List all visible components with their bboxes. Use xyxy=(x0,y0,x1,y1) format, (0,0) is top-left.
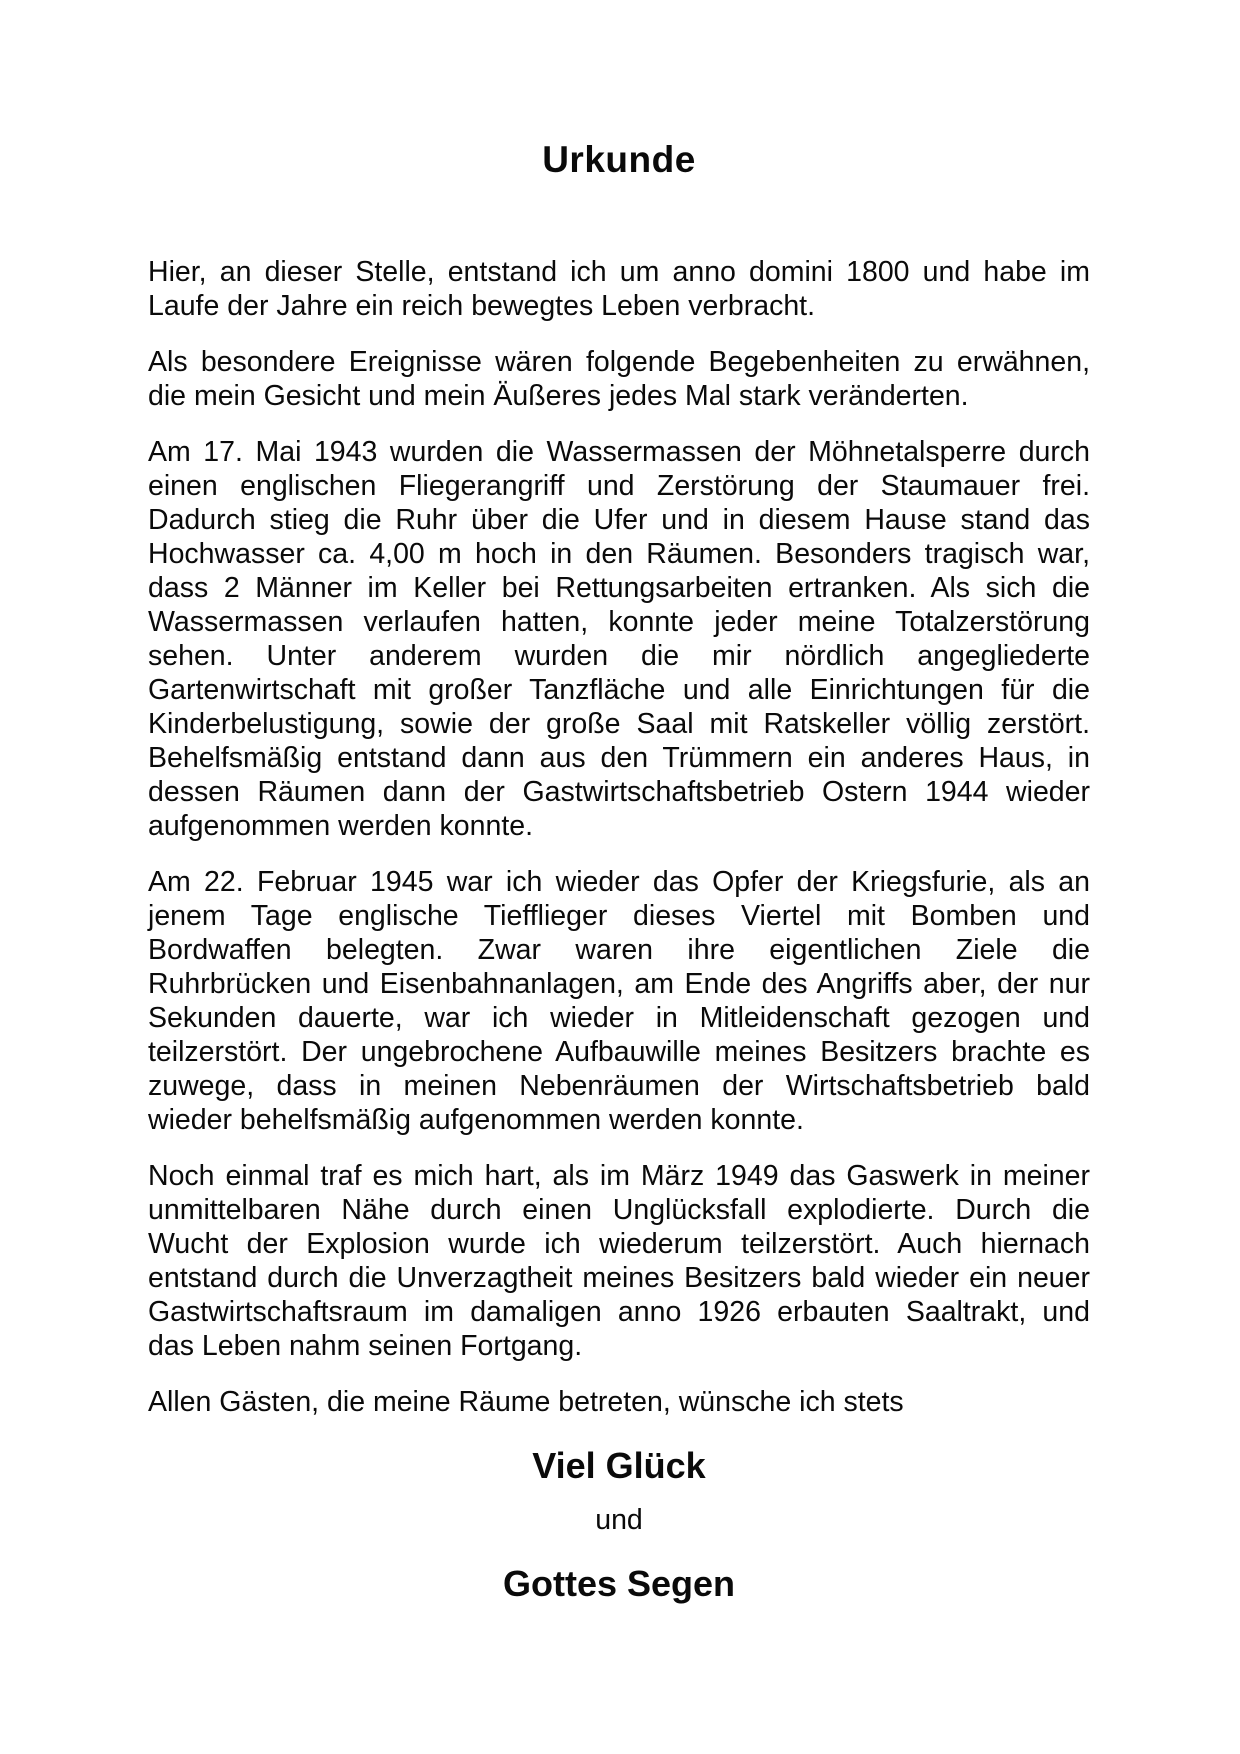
text-line: Noch einmal traf es mich hart, als im März 1949 das Gaswerk in meiner xyxy=(148,1160,1090,1192)
paragraph xyxy=(148,435,1090,843)
text-line: Kinderbelustigung, sowie der große Saal mit Ratskeller völlig zerstört. xyxy=(148,708,1090,740)
paragraph xyxy=(148,255,1090,323)
text-line: Behelfsmäßig entstand dann aus den Trümmern ein anderes Haus, in xyxy=(148,742,1090,774)
text-line: Allen Gästen, die meine Räume betreten, wünsche ich stets xyxy=(148,1386,904,1418)
text-line: zuwege, dass in meinen Nebenräumen der Wirtschaftsbetrieb bald xyxy=(148,1070,1090,1102)
text-line: sehen. Unter anderem wurden die mir nördlich angegliederte xyxy=(148,640,1090,672)
text-line: jenem Tage englische Tiefflieger dieses Viertel mit Bomben und xyxy=(148,900,1090,932)
closing-blessing-luck: Viel Glück xyxy=(532,1445,706,1486)
text-line: Dadurch stieg die Ruhr über die Ufer und in diesem Hause stand das xyxy=(148,504,1090,536)
paragraph xyxy=(148,865,1090,1137)
text-line: Als besondere Ereignisse wären folgende Begebenheiten zu erwähnen, xyxy=(148,346,1090,378)
text-line: teilzerstört. Der ungebrochene Aufbauwille meines Besitzers brachte es xyxy=(148,1036,1090,1068)
text-line: das Leben nahm seinen Fortgang. xyxy=(148,1330,583,1362)
closing-section xyxy=(148,1445,1090,1605)
text-line: Wassermassen verlaufen hatten, konnte jeder meine Totalzerstörung xyxy=(148,606,1090,638)
text-line: einen englischen Fliegerangriff und Zerstörung der Staumauer frei. xyxy=(148,470,1090,502)
text-line: entstand durch die Unverzagtheit meines Besitzers bald wieder ein neuer xyxy=(148,1262,1090,1294)
document-content xyxy=(148,0,1090,1605)
text-line: unmittelbaren Nähe durch einen Unglücksfall explodierte. Durch die xyxy=(148,1194,1090,1226)
text-line: Hier, an dieser Stelle, entstand ich um anno domini 1800 und habe im xyxy=(148,256,1090,288)
text-line: dessen Räumen dann der Gastwirtschaftsbetrieb Ostern 1944 wieder xyxy=(148,776,1090,808)
text-line: Laufe der Jahre ein reich bewegtes Leben verbracht. xyxy=(148,290,816,322)
text-line: Gartenwirtschaft mit großer Tanzfläche und alle Einrichtungen für die xyxy=(148,674,1090,706)
paragraph xyxy=(148,1385,1090,1419)
text-line: die mein Gesicht und mein Äußeres jedes Mal stark veränderten. xyxy=(148,380,969,412)
text-line: dass 2 Männer im Keller bei Rettungsarbeiten ertranken. Als sich die xyxy=(148,572,1090,604)
document-body xyxy=(148,255,1090,1419)
text-line: Am 22. Februar 1945 war ich wieder das Opfer der Kriegsfurie, als an xyxy=(148,866,1090,898)
text-line: Hochwasser ca. 4,00 m hoch in den Räumen. Besonders tragisch war, xyxy=(148,538,1090,570)
text-line: aufgenommen werden konnte. xyxy=(148,810,534,842)
text-line: Bordwaffen belegten. Zwar waren ihre eigentlichen Ziele die xyxy=(148,934,1090,966)
text-line: Ruhrbrücken und Eisenbahnanlagen, am Ende des Angriffs aber, der nur xyxy=(148,968,1090,1000)
text-line: wieder behelfsmäßig aufgenommen werden konnte. xyxy=(148,1104,804,1136)
closing-blessing-segen: Gottes Segen xyxy=(502,1563,736,1604)
paragraph xyxy=(148,345,1090,413)
text-line: Am 17. Mai 1943 wurden die Wassermassen der Möhnetalsperre durch xyxy=(148,436,1090,468)
closing-conjunction: und xyxy=(595,1504,643,1536)
page-title: Urkunde xyxy=(542,139,696,180)
text-line: Sekunden dauerte, war ich wieder in Mitleidenschaft gezogen und xyxy=(148,1002,1090,1034)
paragraph xyxy=(148,1159,1090,1363)
text-line: Gastwirtschaftsraum im damaligen anno 1926 erbauten Saaltrakt, und xyxy=(148,1296,1090,1328)
text-line: Wucht der Explosion wurde ich wiederum teilzerstört. Auch hiernach xyxy=(148,1228,1090,1260)
